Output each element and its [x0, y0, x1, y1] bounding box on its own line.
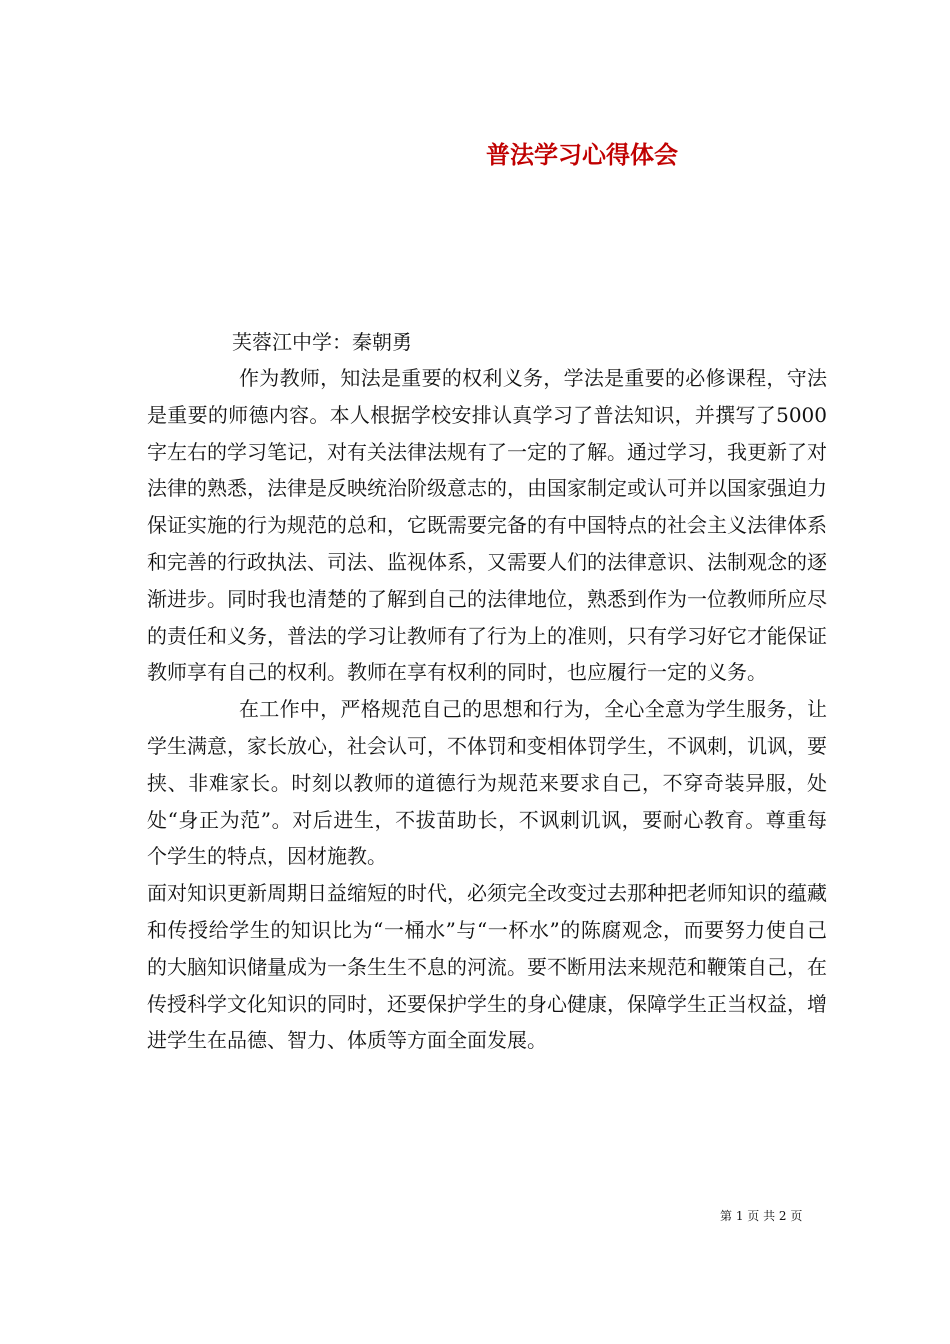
document-title: 普法学习心得体会: [486, 140, 678, 169]
document-body: [147, 360, 827, 1059]
paragraph-2: 在工作中，严格规范自己的思想和行为，全心全意为学生服务，让学生满意，家长放心，社会认可，不体罚和变相体罚学生，不讽刺，讥讽，要挟、非难家长。时刻以教师的道德行为规范来要求自己，不穿奇装异服，处处“身正为范”。对后进生，不拔苗助长，不讽刺讥讽，要耐心教育。尊重每个学生的特点，因材施教。: [147, 697, 827, 869]
paragraph-1: 作为教师，知法是重要的权利义务，学法是重要的必修课程，守法是重要的师德内容。本人根据学校安排认真学习了普法知识，并撰写了5000字左右的学习笔记，对有关法律法规有了一定的了解。通过学习，我更新了对法律的熟悉，法律是反映统治阶级意志的，由国家制定或认可并以国家强迫力保证实施的行为规范的总和，它既需要完备的有中国特点的社会主义法律体系和完善的行政执法、司法、监视体系，又需要人们的法律意识、法制观念的逐渐进步。同时我也清楚的了解到自己的法律地位，熟悉到作为一位教师所应尽的责任和义务，普法的学习让教师有了行为上的准则，只有学习好它才能保证教师享有自己的权利。教师在享有权利的同时，也应履行一定的义务。: [147, 366, 827, 685]
paragraph-3: 面对知识更新周期日益缩短的时代，必须完全改变过去那种把老师知识的蕴藏和传授给学生的知识比为“一桶水”与“一杯水”的陈腐观念，而要努力使自己的大脑知识储量成为一条生生不息的河流。要不断用法来规范和鞭策自己，在传授科学文化知识的同时，还要保护学生的身心健康，保障学生正当权益，增进学生在品德、智力、体质等方面全面发展。: [147, 881, 827, 1053]
page-footer: 第 1 页 共 2 页: [720, 1209, 803, 1223]
author-line: 芙蓉江中学：秦朝勇: [232, 330, 412, 354]
